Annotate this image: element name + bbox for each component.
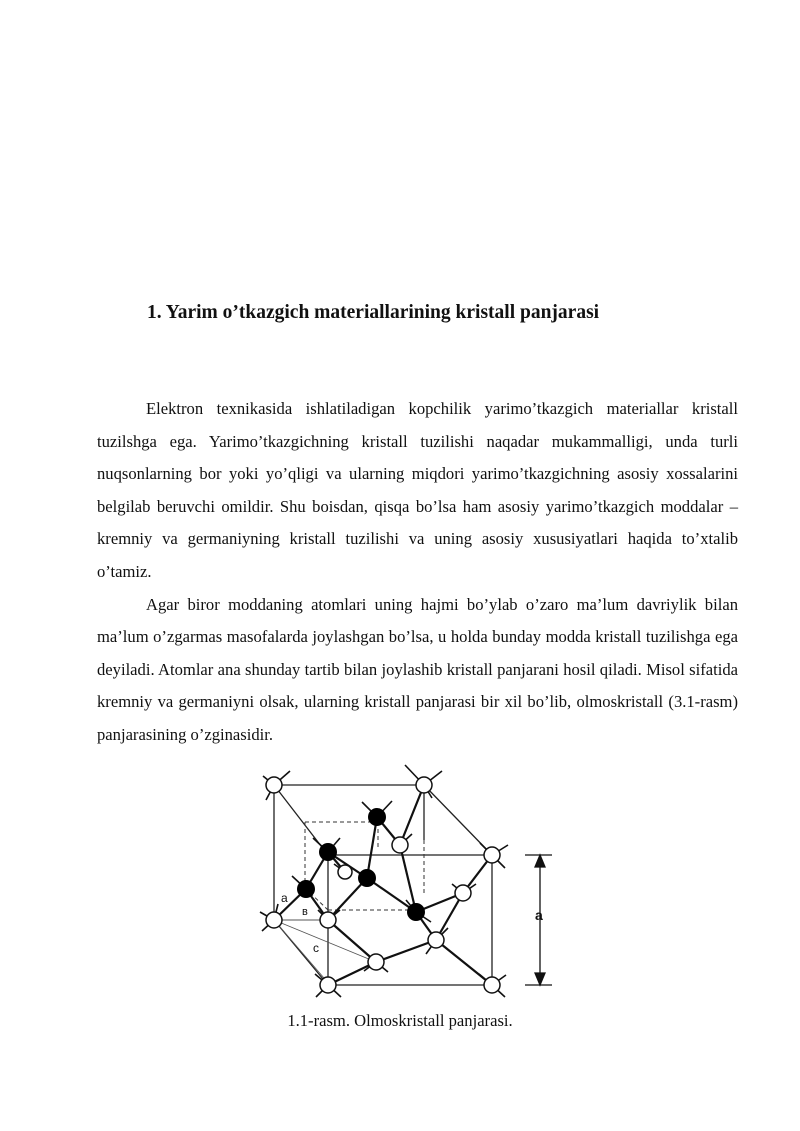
atom-white: [320, 912, 336, 928]
atom-white: [416, 777, 432, 793]
atom-black: [408, 904, 425, 921]
atom-black: [320, 844, 337, 861]
atom-black: [369, 809, 386, 826]
atom-white: [484, 847, 500, 863]
section-heading: 1. Yarim o’tkazgich materiallarining kristall panjarasi: [147, 302, 600, 323]
atom-white: [320, 977, 336, 993]
paragraph-1: Elektron texnikasida ishlatiladigan kopchilik yarimo’tkazgich materiallar kristall tuzilshga ega. Yarimo’tkazgichning kristall tuzilishi naqadar mukammalligi, unda turli nuqsonlarning bor yoki yo’qligi va ularning miqdori yarimo’tkazgichning asosiy xossalarini belgilab beruvchi omildir. Shu boisdan, qisqa bo’lsa ham asosiy yarimo’tkazgich moddalar – kremniy va germaniyning kristall tuzilishi va uning asosiy xususiyatlari haqida to’xtalib o’tamiz.: [97, 399, 738, 581]
atom-white: [455, 885, 471, 901]
atom-black: [359, 870, 376, 887]
atom-white: [428, 932, 444, 948]
lattice-dashed-lines: [305, 822, 424, 910]
paragraph-2: Agar biror moddaning atomlari uning hajmi bo’ylab o’zaro ma’lum davriylik bilan ma’lum o’zgarmas masofalarda joylashgan bo’lsa, u holda bunday modda kristall tuzilishga ega deyiladi. Atomlar ana shunday tartib bilan joylashib kristall panjarani hosil qiladi. Misol sifatida kremniy va germaniyni olsak, ularning kristall panjarasi bir xil bo’lib, olmoskristall (3.1-rasm) panjarasining o’zginasidir.: [97, 594, 738, 744]
atom-black: [298, 881, 315, 898]
label-a-small: a: [281, 891, 288, 905]
diamond-lattice-figure: [250, 760, 560, 1000]
atom-white: [266, 912, 282, 928]
atom-white: [368, 954, 384, 970]
body-text: [97, 393, 738, 752]
figure-caption: 1.1-rasm. Olmoskristall panjarasi.: [287, 1011, 513, 1030]
atom-white: [484, 977, 500, 993]
atom-white: [338, 865, 352, 879]
atom-white: [392, 837, 408, 853]
construction-lines: [274, 889, 376, 985]
label-a-dimension: a: [535, 907, 543, 923]
label-b-small: в: [302, 906, 308, 918]
atom-white: [266, 777, 282, 793]
label-c-small: c: [313, 941, 319, 955]
